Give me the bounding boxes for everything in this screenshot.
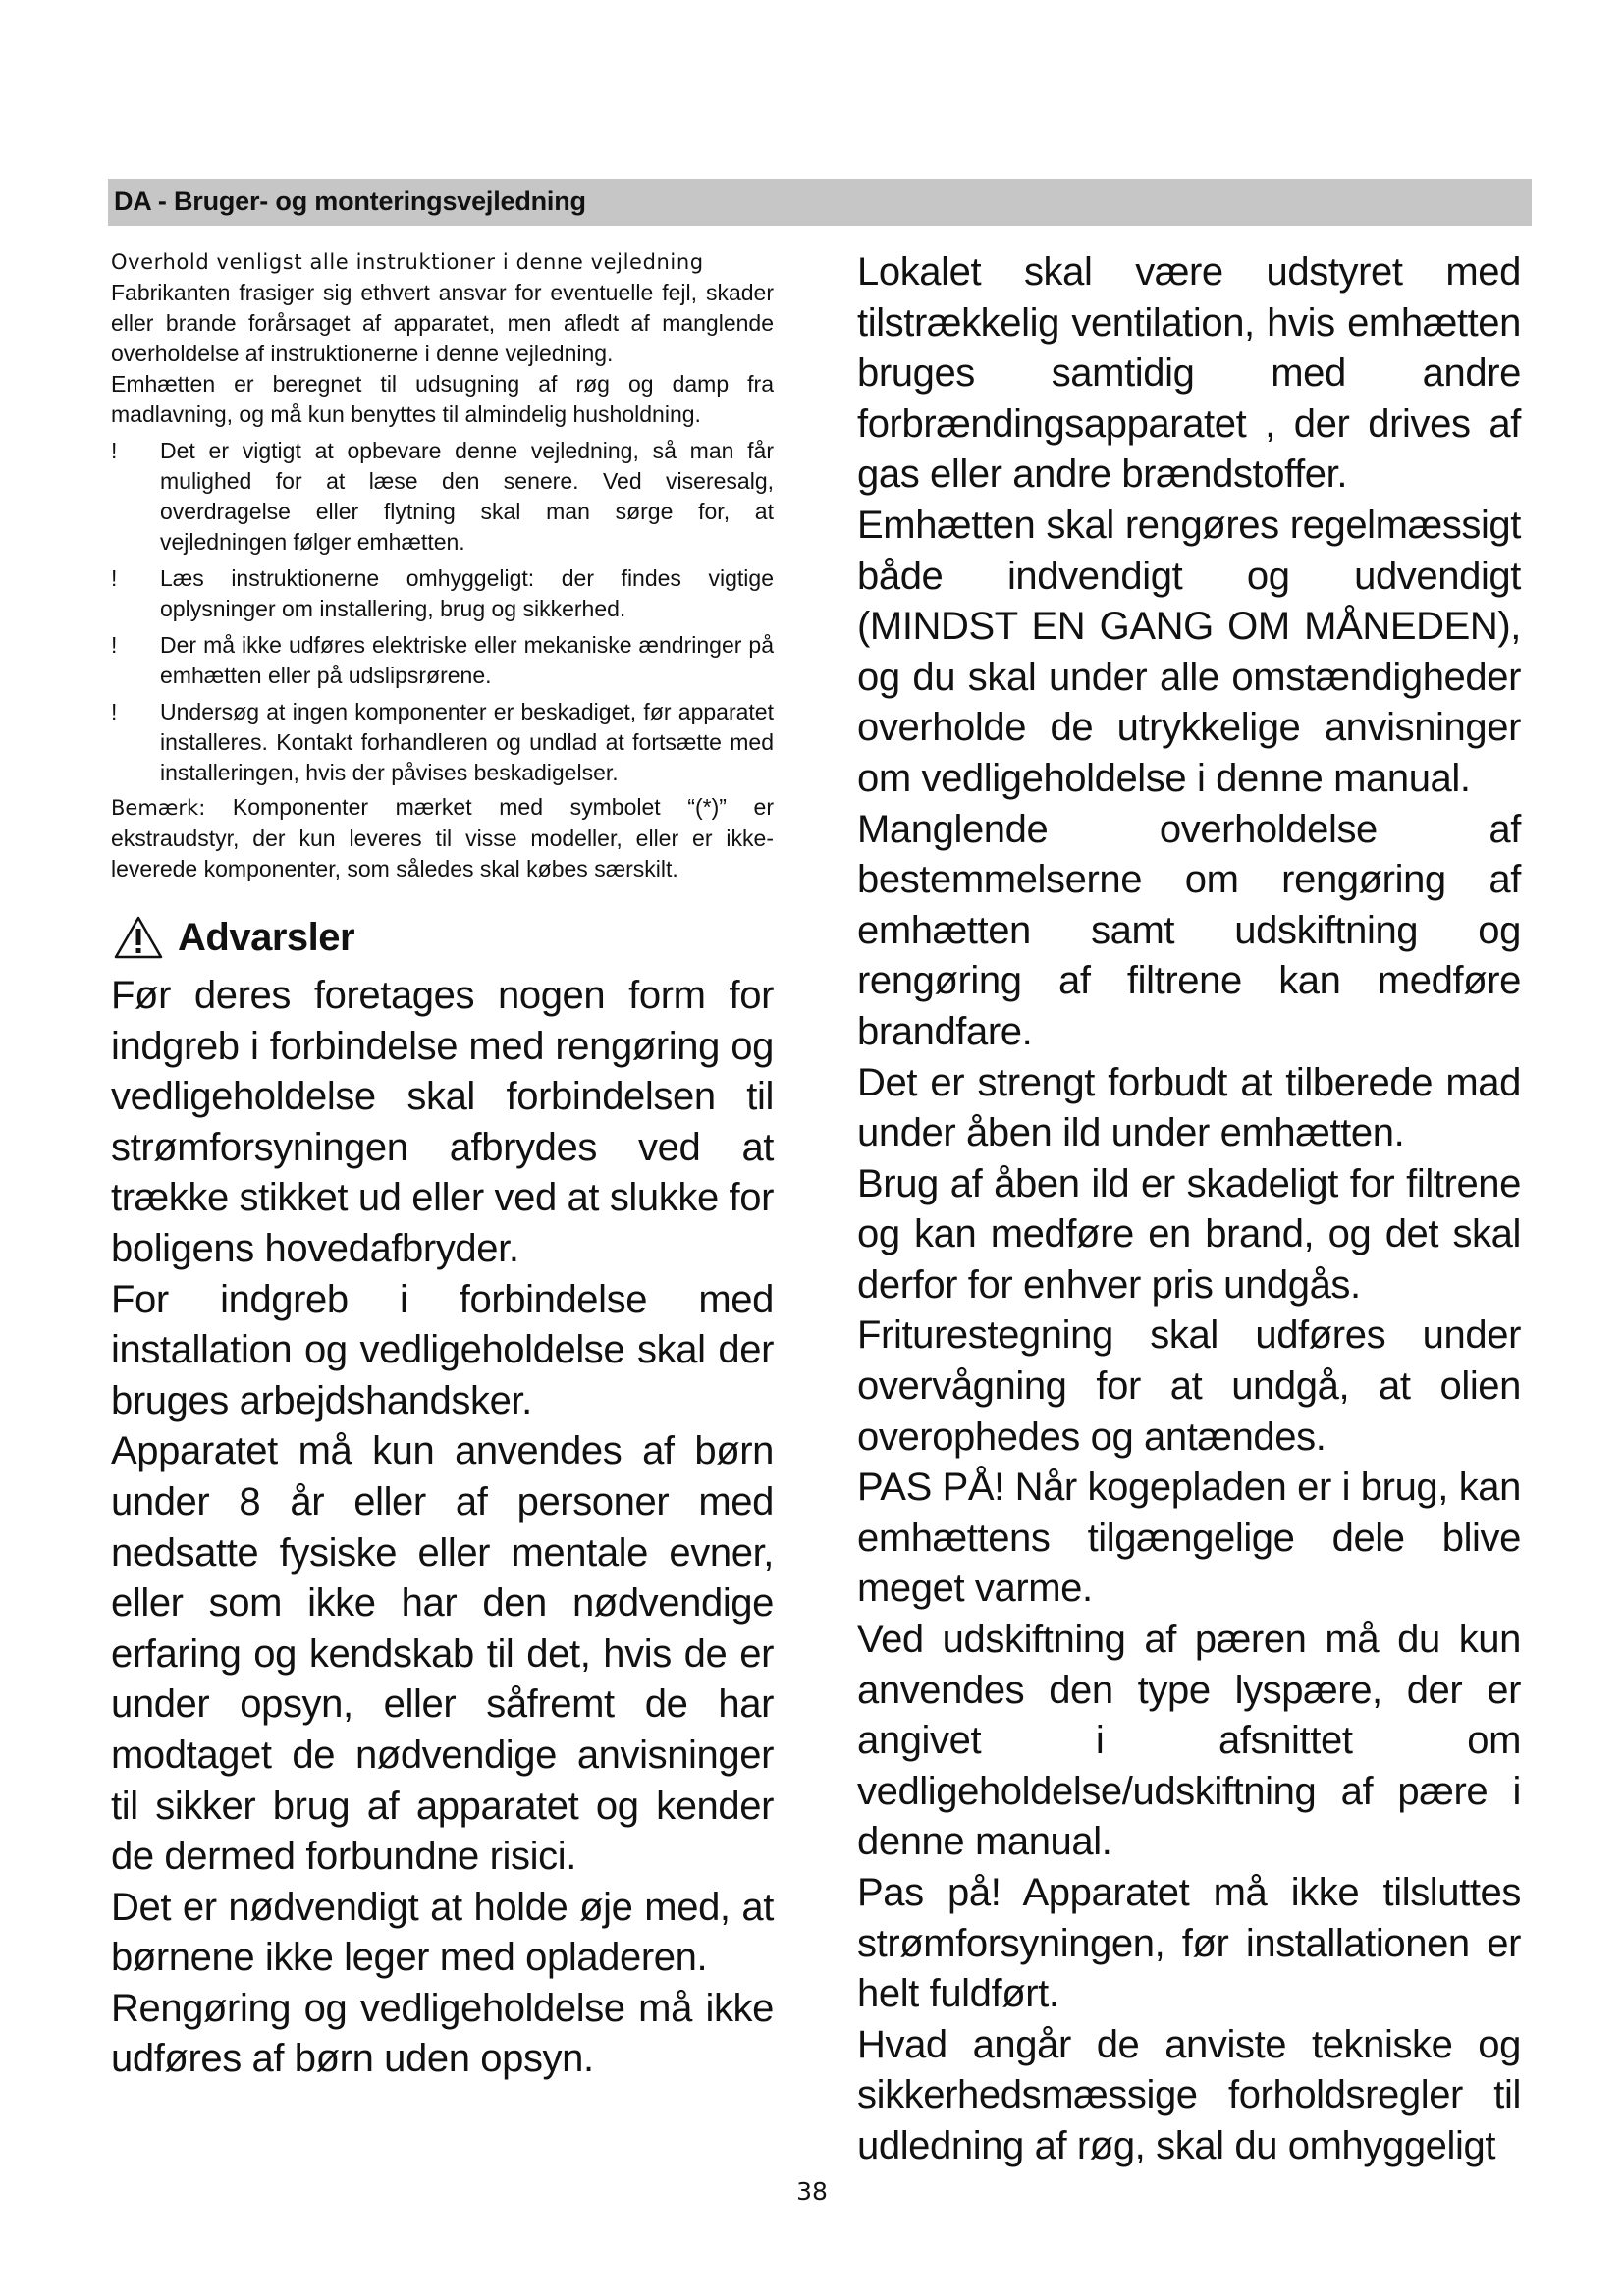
list-item (111, 697, 774, 788)
body-paragraph: Pas på! Apparatet må ikke tilsluttes strømforsyningen, før installationen er helt fuldført. (857, 1871, 1521, 2016)
list-item-text: Det er vigtigt at opbevare denne vejledning, så man får mulighed for at læse den senere. Ved viseresalg, overdragelse eller flytning skal man sørge for, at vejledningen følger emhætten. (160, 438, 774, 555)
note-paragraph (111, 792, 774, 884)
list-item-text: Der må ikke udføres elektriske eller mekaniske ændringer på emhætten eller på udslipsrørene. (160, 632, 774, 688)
list-item (111, 630, 774, 691)
body-paragraph: Hvad angår de anviste tekniske og sikkerhedsmæssige forholdsregler til udledning af røg, skal du omhyggeligt (857, 2022, 1521, 2167)
warnings-heading (113, 910, 774, 965)
body-paragraph: Brug af åben ild er skadeligt for filtrene og kan medføre en brand, og det skal derfor for enhver pris undgås. (857, 1161, 1521, 1307)
body-paragraph: Friturestegning skal udføres under overvågning for at undgå, at olien overophedes og antændes. (857, 1313, 1521, 1459)
warning-paragraph: For indgreb i forbindelse med installation og vedligeholdelse skal der bruges arbejdshandsker. (111, 1277, 774, 1422)
body-paragraph: Manglende overholdelse af bestemmelserne om rengøring af emhætten samt udskiftning og rengøring af filtrene kan medføre brandfare. (857, 807, 1521, 1053)
warning-paragraph: Apparatet må kun anvendes af børn under 8 år eller af personer med nedsatte fysiske eller mentale evner, eller som ikke har den nødvendige erfaring og kendskab til det, hvis de er under opsyn, eller såfremt de har modtaget de nødvendige anvisninger til sikker brug af apparatet og kender de dermed forbundne risici. (111, 1429, 774, 1879)
intro-paragraph: Fabrikanten frasiger sig ethvert ansvar for eventuelle fejl, skader eller brande forårsaget af apparatet, men afledt af manglende overholdelse af instruktionerne i denne vejledning. (111, 280, 774, 366)
left-column (111, 247, 774, 2085)
warning-triangle-icon (113, 915, 164, 960)
instruction-list (111, 436, 774, 788)
list-item-text: Læs instruktionerne omhyggeligt: der findes vigtige oplysninger om installering, brug og sikkerhed. (160, 565, 774, 621)
body-paragraph: Ved udskiftning af pæren må du kun anvendes den type lyspære, der er angivet i afsnittet om vedligeholdelse/udskiftning af pære i denne manual. (857, 1618, 1521, 1864)
list-item-text: Undersøg at ingen komponenter er beskadiget, før apparatet installeres. Kontakt forhandleren og undlad at fortsætte med installeringen, hvis der påvises beskadigelser. (160, 699, 774, 785)
page-number: 38 (796, 2177, 828, 2206)
body-paragraph: PAS PÅ! Når kogepladen er i brug, kan emhættens tilgængelige dele blive meget varme. (857, 1466, 1521, 1611)
right-column (857, 247, 1521, 2172)
body-paragraph: Lokalet skal være udstyret med tilstrækkelig ventilation, hvis emhætten bruges samtidig med andre forbrændingsapparatet , der drives af gas eller andre brændstoffer. (857, 250, 1521, 497)
section-header-title: DA - Bruger- og monteringsvejledning (114, 187, 586, 216)
warning-paragraph: Det er nødvendigt at holde øje med, at børnene ikke leger med opladeren. (111, 1885, 774, 1980)
warnings-title: Advarsler (178, 915, 355, 959)
intro-heading: Overhold venligst alle instruktioner i denne vejledning (111, 250, 704, 274)
list-item (111, 436, 774, 558)
list-item (111, 563, 774, 624)
note-text: Komponenter mærket med symbolet “(*)” er ekstraudstyr, der kun leveres til visse modeller, eller er ikke-leverede komponenter, som således skal købes særskilt. (111, 794, 774, 881)
warning-paragraph: Før deres foretages nogen form for indgreb i forbindelse med rengøring og vedligeholdelse skal forbindelsen til strømforsyningen afbrydes ved at trække stikket ud eller ved at slukke for boligens hovedafbryder. (111, 974, 774, 1270)
body-paragraph: Det er strengt forbudt at tilberede mad under åben ild under emhætten. (857, 1060, 1521, 1155)
note-label: Bemærk: (111, 796, 206, 820)
exclamation-icon: ! (111, 699, 118, 724)
warning-paragraph: Rengøring og vedligeholdelse må ikke udføres af børn uden opsyn. (111, 1986, 774, 2081)
section-header (108, 179, 1532, 226)
intro-paragraph: Emhætten er beregnet til udsugning af røg og damp fra madlavning, og må kun benyttes til almindelig husholdning. (111, 371, 774, 427)
exclamation-icon: ! (111, 632, 118, 658)
exclamation-icon: ! (111, 438, 118, 463)
body-paragraph: Emhætten skal rengøres regelmæssigt både indvendigt og udvendigt (MINDST EN GANG OM MÅNEDEN), og du skal under alle omstændigheder overholde de utrykkelige anvisninger om vedligeholdelse i denne manual. (857, 503, 1521, 800)
exclamation-icon: ! (111, 565, 118, 591)
